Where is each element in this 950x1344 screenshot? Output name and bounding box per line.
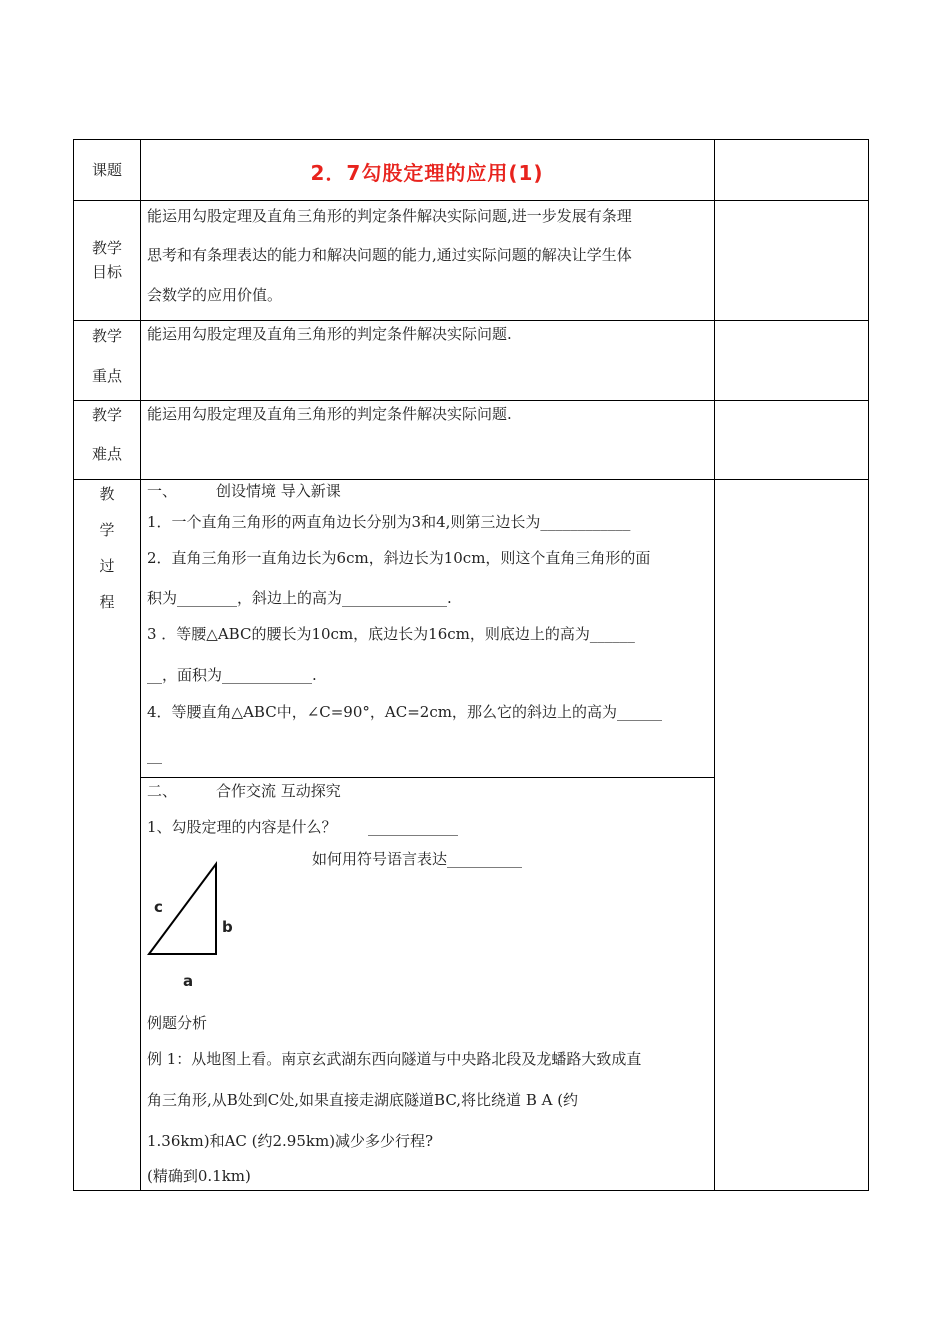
goal-line-2: 思考和有条理表达的能力和解决问题的能力,通过实际问题的解决让学生体 — [147, 246, 632, 264]
grid-line-right — [868, 139, 869, 1191]
goal-label-1: 教学 — [91, 239, 122, 257]
difficulty-label-1: 教学 — [91, 406, 122, 424]
grid-line-h1 — [73, 200, 869, 201]
triangle-label-a: a — [183, 972, 194, 990]
grid-line-bottom — [73, 1190, 869, 1191]
section1-line-5: __，面积为____________. — [147, 666, 317, 684]
example-line-3: 1.36km)和AC (约2.95km)减少多少行程? — [147, 1132, 434, 1150]
section1-line-2: 2．直角三角形一直角边长为6cm，斜边长为10cm，则这个直角三角形的面 — [147, 549, 651, 567]
section1-line-6: 4．等腰直角△ABC中，∠C=90°，AC=2cm，那么它的斜边上的高为______ — [147, 703, 662, 721]
section1-line-3: 积为________，斜边上的高为______________. — [147, 589, 452, 607]
example-line-4: (精确到0.1km) — [147, 1167, 251, 1185]
goal-line-3: 会数学的应用价值。 — [147, 286, 283, 304]
process-label-char-3: 过 — [99, 557, 115, 575]
example-heading: 例题分析 — [147, 1014, 208, 1032]
example-line-2: 角三角形,从B处到C处,如果直接走湖底隧道BC,将比绕道 B A (约 — [147, 1091, 579, 1109]
section2-heading-text: 合作交流 互动探究 — [216, 782, 341, 800]
triangle-label-c: c — [154, 898, 163, 916]
focus-label-1: 教学 — [91, 327, 122, 345]
example-line-1: 例 1：从地图上看。南京玄武湖东西向隧道与中央路北段及龙蟠路大致成直 — [147, 1050, 642, 1068]
section1-heading-num: 一、 — [147, 482, 178, 500]
topic-label: 课题 — [91, 161, 122, 179]
section2-question-1: 1、勾股定理的内容是什么？ — [147, 818, 337, 836]
goal-label-2: 目标 — [91, 263, 122, 281]
goal-line-1: 能运用勾股定理及直角三角形的判定条件解决实际问题,进一步发展有条理 — [147, 207, 632, 225]
grid-line-v2 — [714, 139, 715, 1191]
page-title: 2．7勾股定理的应用(1) — [310, 161, 544, 185]
grid-line-h2 — [73, 320, 869, 321]
process-label-char-1: 教 — [99, 485, 115, 503]
triangle-label-b: b — [222, 918, 233, 936]
section1-line-7: __ — [147, 746, 162, 764]
grid-line-inner — [140, 777, 714, 778]
focus-text: 能运用勾股定理及直角三角形的判定条件解决实际问题. — [147, 325, 512, 343]
section1-line-1: 1．一个直角三角形的两直角边长分别为3和4,则第三边长为____________ — [147, 513, 631, 531]
grid-line-left — [73, 139, 74, 1191]
section1-heading-text: 创设情境 导入新课 — [216, 482, 341, 500]
focus-label-2: 重点 — [91, 367, 122, 385]
grid-line-v1 — [140, 139, 141, 1191]
grid-line-h3 — [73, 400, 869, 401]
difficulty-label-2: 难点 — [91, 445, 122, 463]
section2-question-1-blank: ____________ — [368, 818, 458, 836]
section2-heading-num: 二、 — [147, 782, 178, 800]
grid-line-h4 — [73, 479, 869, 480]
grid-line-top — [73, 139, 869, 140]
process-label-char-2: 学 — [99, 521, 115, 539]
section1-line-4: 3 ．等腰△ABC的腰长为10cm，底边长为16cm，则底边上的高为______ — [147, 625, 635, 643]
difficulty-text: 能运用勾股定理及直角三角形的判定条件解决实际问题. — [147, 405, 512, 423]
process-label-char-4: 程 — [99, 593, 115, 611]
section2-question-2: 如何用符号语言表达__________ — [312, 850, 523, 868]
